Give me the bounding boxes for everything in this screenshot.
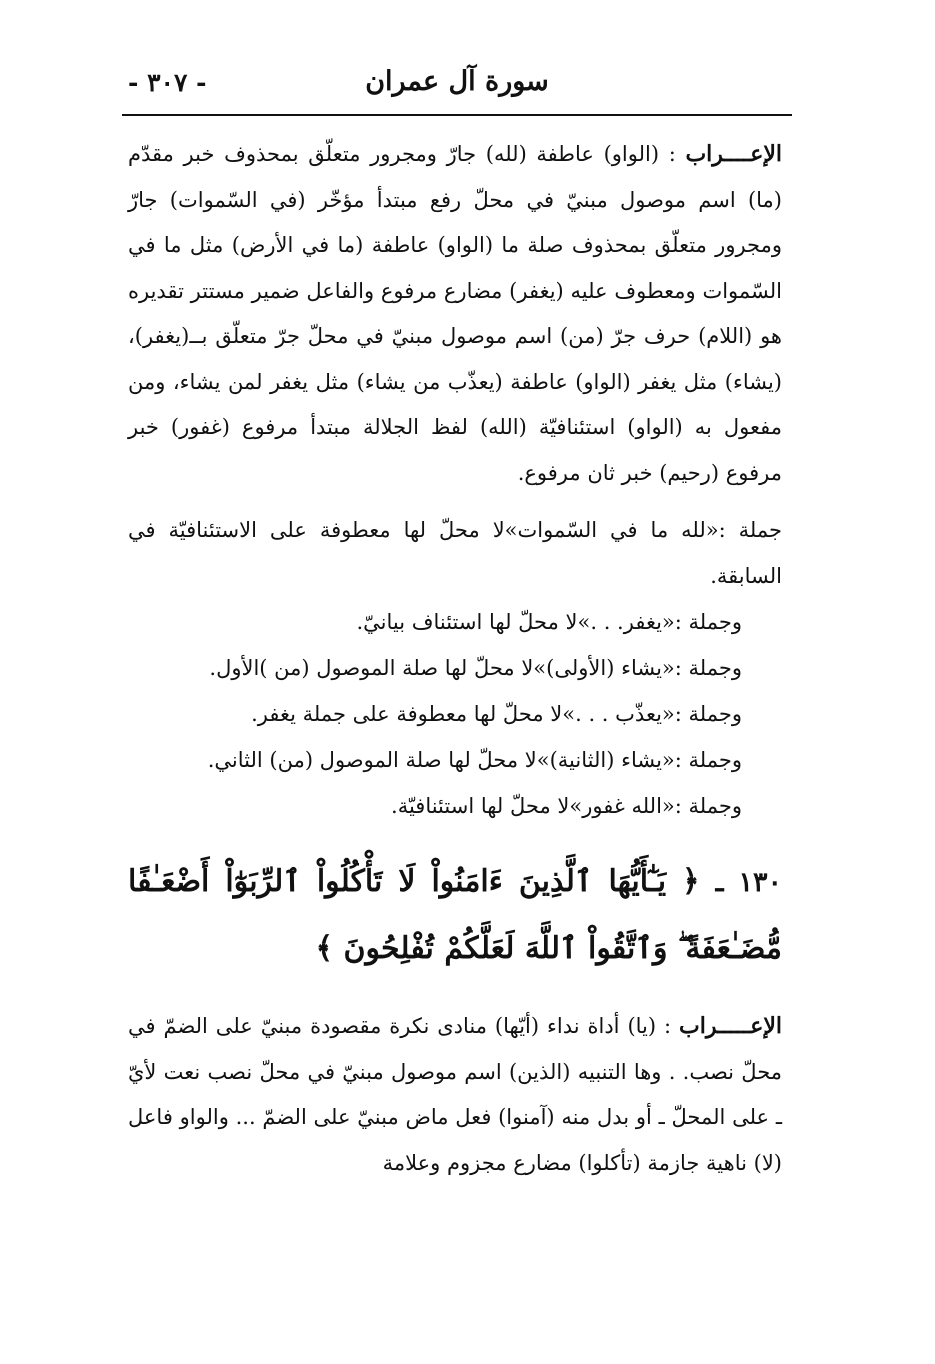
list-item: وجملة :«الله غفور»لا محلّ لها استئنافيّة. xyxy=(391,794,742,818)
irab-label-2: الإعـــــراب xyxy=(679,1013,782,1039)
irab-text-1: : (الواو) عاطفة (لله) جارّ ومجرور متعلّق بمحذوف خبر مقدّم (ما) اسم موصول مبنيّ في محلّ رفع مبتدأ مؤخّر (في السّموات) جارّ ومجرور متعلّق بمحذوف صلة ما (الواو) عاطفة (ما في الأرض) مثل ما في السّموات ومعطوف عليه (يغفر) مضارع مرفوع والفاعل ضمير مستتر تقديره هو (اللام) حرف جرّ (من) اسم موصول مبنيّ في محلّ جرّ متعلّق بــ(يغفر)، (يشاء) مثل يغفر (الواو) عاطفة (يعذّب من يشاء) مثل يغفر لمن يشاء، ومن مفعول به (الواو) استئنافيّة (الله) لفظ الجلالة مبتدأ مرفوع (غفور) خبر مرفوع (رحيم) خبر ثان مرفوع. xyxy=(128,142,782,485)
list-item: وجملة :«يعذّب . . .»لا محلّ لها معطوفة على جملة يغفر. xyxy=(251,702,742,726)
page-content xyxy=(128,132,782,1186)
quran-verse xyxy=(128,849,782,982)
verse-number: ١٣٠ ـ xyxy=(715,867,783,898)
page-header xyxy=(122,60,792,120)
verse-text: ﴿ يَـٰٓأَيُّهَا ٱلَّذِينَ ءَامَنُواْ لَا تَأْكُلُواْ ٱلرِّبَوٰٓاْ أَضْعَـٰفًا مُّضَـٰعَفَةً ۖ وَٱتَّقُواْ ٱللَّهَ لَعَلَّكُمْ تُفْلِحُونَ ﴾ xyxy=(128,864,782,966)
irab-label-1: الإعــــراب xyxy=(685,141,782,167)
irab-text-2: : (يا) أداة نداء (أيّها) منادى نكرة مقصودة مبنيّ على الضمّ في محلّ نصب. . وها التنبيه (الذين) اسم موصول مبنيّ في محلّ نصب نعت لأيّ ـ على المحلّ ـ أو بدل منه (آمنوا) فعل ماض مبنيّ على الضمّ ... والواو فاعل (لا) ناهية جازمة (تأكلوا) مضارع مجزوم وعلامة xyxy=(128,1014,782,1175)
surah-title: سورة آل عمران xyxy=(365,66,549,97)
list-item: وجملة :«يغفر. . .»لا محلّ لها استئناف بيانيّ. xyxy=(356,610,742,634)
page-number: - ٣٠٧ - xyxy=(128,68,207,97)
header-divider xyxy=(122,114,792,116)
jumla-text: جملة :«لله ما في السّموات»لا محلّ لها معطوفة على الاستئنافيّة في السابقة. xyxy=(128,518,782,588)
irab-paragraph-2 xyxy=(128,1004,782,1186)
jumla-list xyxy=(128,599,782,829)
list-item: وجملة :«يشاء (الأولى)»لا محلّ لها صلة الموصول (من )الأول. xyxy=(209,656,742,680)
jumla-paragraph xyxy=(128,508,782,599)
list-item: وجملة :«يشاء (الثانية)»لا محلّ لها صلة الموصول (من) الثاني. xyxy=(207,748,742,772)
irab-paragraph-1 xyxy=(128,132,782,496)
